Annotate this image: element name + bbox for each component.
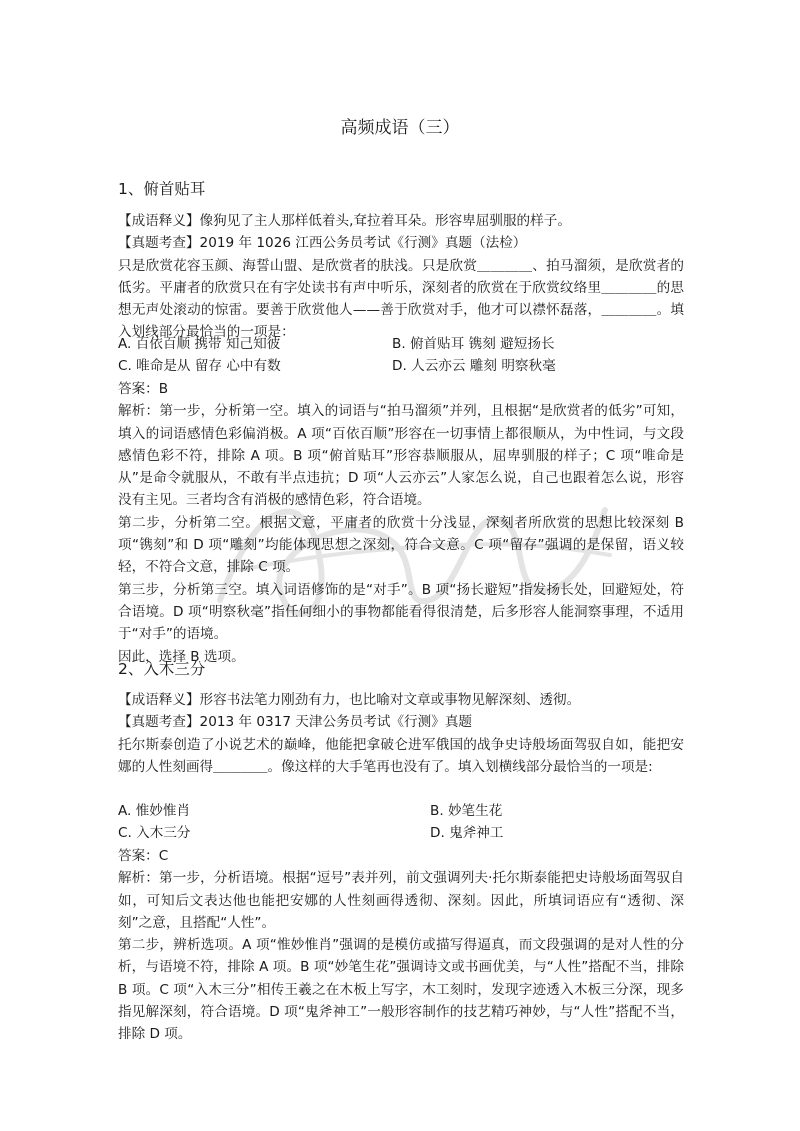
option-a: A. 惟妙惟肖 [118,803,191,819]
explanation-step-1: 解析：第一步，分析第一空。填入的词语与“拍马溜须”并列，且根据“是欣赏者的低劣”可知，填入的词语感情色彩偏消极。A 项“百依百顺”形容在一切事情上都很顺从，为中性词，与文段感情色彩不符，排除 A 项。B 项“俯首贴耳”形容恭顺服从，屈卑驯服的样子；C 项“唯命是从”是命令就服从，不敢有半点违抗；D 项“人云亦云”人家怎么说，自己也跟着怎么说，形容没有主见。三者均含有消极的感情色彩，符合语境。 [118,403,684,509]
section-1-explanation [118,378,684,668]
option-c: C. 唯命是从 留存 心中有数 [118,358,281,375]
exam-source: 【真题考查】2019 年 1026 江西公务员考试《行测》真题（法检） [118,235,527,252]
explanation-conclusion: 因此，选择 B 选项。 [118,648,245,665]
option-b: B. 妙笔生花 [430,803,503,819]
idiom-definition: 【成语释义】形容书法笔力刚劲有力，也比喻对文章或事物见解深刻、透彻。 [118,692,581,708]
answer-line: 答案：C [118,848,169,864]
explanation-step-2: 第二步，分析第二空。根据文意，平庸者的欣赏十分浅显，深刻者所欣赏的思想比较深刻 B 项“镌刻”和 D 项“雕刻”均能体现思想之深刻，符合文意。C 项“留存”强调的是保留，语义较轻，不符合文意，排除 C 项。 [118,514,684,576]
explanation-step-3: 第三步，分析第三空。填入词语修饰的是“对手”。B 项“扬长避短”指发扬长处，回避短处，符合语境。D 项“明察秋毫”指任何细小的事物都能看得很清楚，后多形容人能洞察事理，不适用于“对手”的语境。 [118,581,684,643]
section-1-intro [118,210,684,344]
section-2-explanation [118,845,684,1046]
option-d: D. 人云亦云 雕刻 明察秋毫 [392,358,556,375]
question-text: 托尔斯泰创造了小说艺术的巅峰，他能把拿破仑进军俄国的战争史诗般场面驾驭自如，能把安娜的人性刻画得＿＿＿＿。像这样的大手笔再也没有了。填入划横线部分最恰当的一项是: [118,736,684,775]
section-2-heading: 2、入木三分 [118,660,206,678]
page-title: 高频成语（三） [340,118,460,138]
explanation-step-1: 解析：第一步，分析语境。根据“逗号”表并列，前文强调列夫·托尔斯泰能把史诗般场面驾驭自如，可知后文表达他也能把安娜的人性刻画得透彻、深刻。因此，所填词语应有“透彻、深刻”之意，且搭配“人性”。 [118,870,684,931]
section-2-options [118,800,688,845]
exam-source: 【真题考查】2013 年 0317 天津公务员考试《行测》真题 [118,714,473,731]
options-row [118,822,688,844]
section-2-intro [118,689,684,778]
option-d: D. 鬼斧神工 [430,825,504,842]
option-c: C. 入木三分 [118,825,191,842]
options-row [118,355,688,377]
section-1-heading: 1、俯首贴耳 [118,180,206,198]
answer-line: 答案：B [118,381,169,397]
explanation-step-2: 第二步，辨析选项。A 项“惟妙惟肖”强调的是模仿或描写得逼真，而文段强调的是对人性的分析，与语境不符，排除 A 项。B 项“妙笔生花”强调诗文或书画优美，与“人性”搭配不当，排除 B 项。C 项“入木三分”相传王羲之在木板上写字，木工刻时，发现字迹透入木板三分深，现多指见解深刻，符合语境。D 项“鬼斧神工”一般形容制作的技艺精巧神妙，与“人性”搭配不当，排除 D 项。 [118,937,684,1043]
options-row [118,333,688,355]
idiom-definition: 【成语释义】像狗见了主人那样低着头,耷拉着耳朵。形容卑屈驯服的样子。 [118,213,571,229]
section-1-options [118,333,688,378]
option-b: B. 俯首贴耳 镌刻 避短扬长 [392,336,555,352]
question-text: 只是欣赏花容玉颜、海誓山盟、是欣赏者的肤浅。只是欣赏＿＿＿＿、拍马溜须，是欣赏者的低劣。平庸者的欣赏只在有字处读书有声中听乐，深刻者的欣赏在于欣赏纹络里＿＿＿＿的思想无声处滚动的惊雷。要善于欣赏他人——善于欣赏对手，他才可以襟怀磊落，＿＿＿＿。填入划线部分最恰当的一项是： [118,257,684,341]
option-a: A. 百依百顺 携带 知己知彼 [118,336,281,352]
options-row [118,800,688,822]
